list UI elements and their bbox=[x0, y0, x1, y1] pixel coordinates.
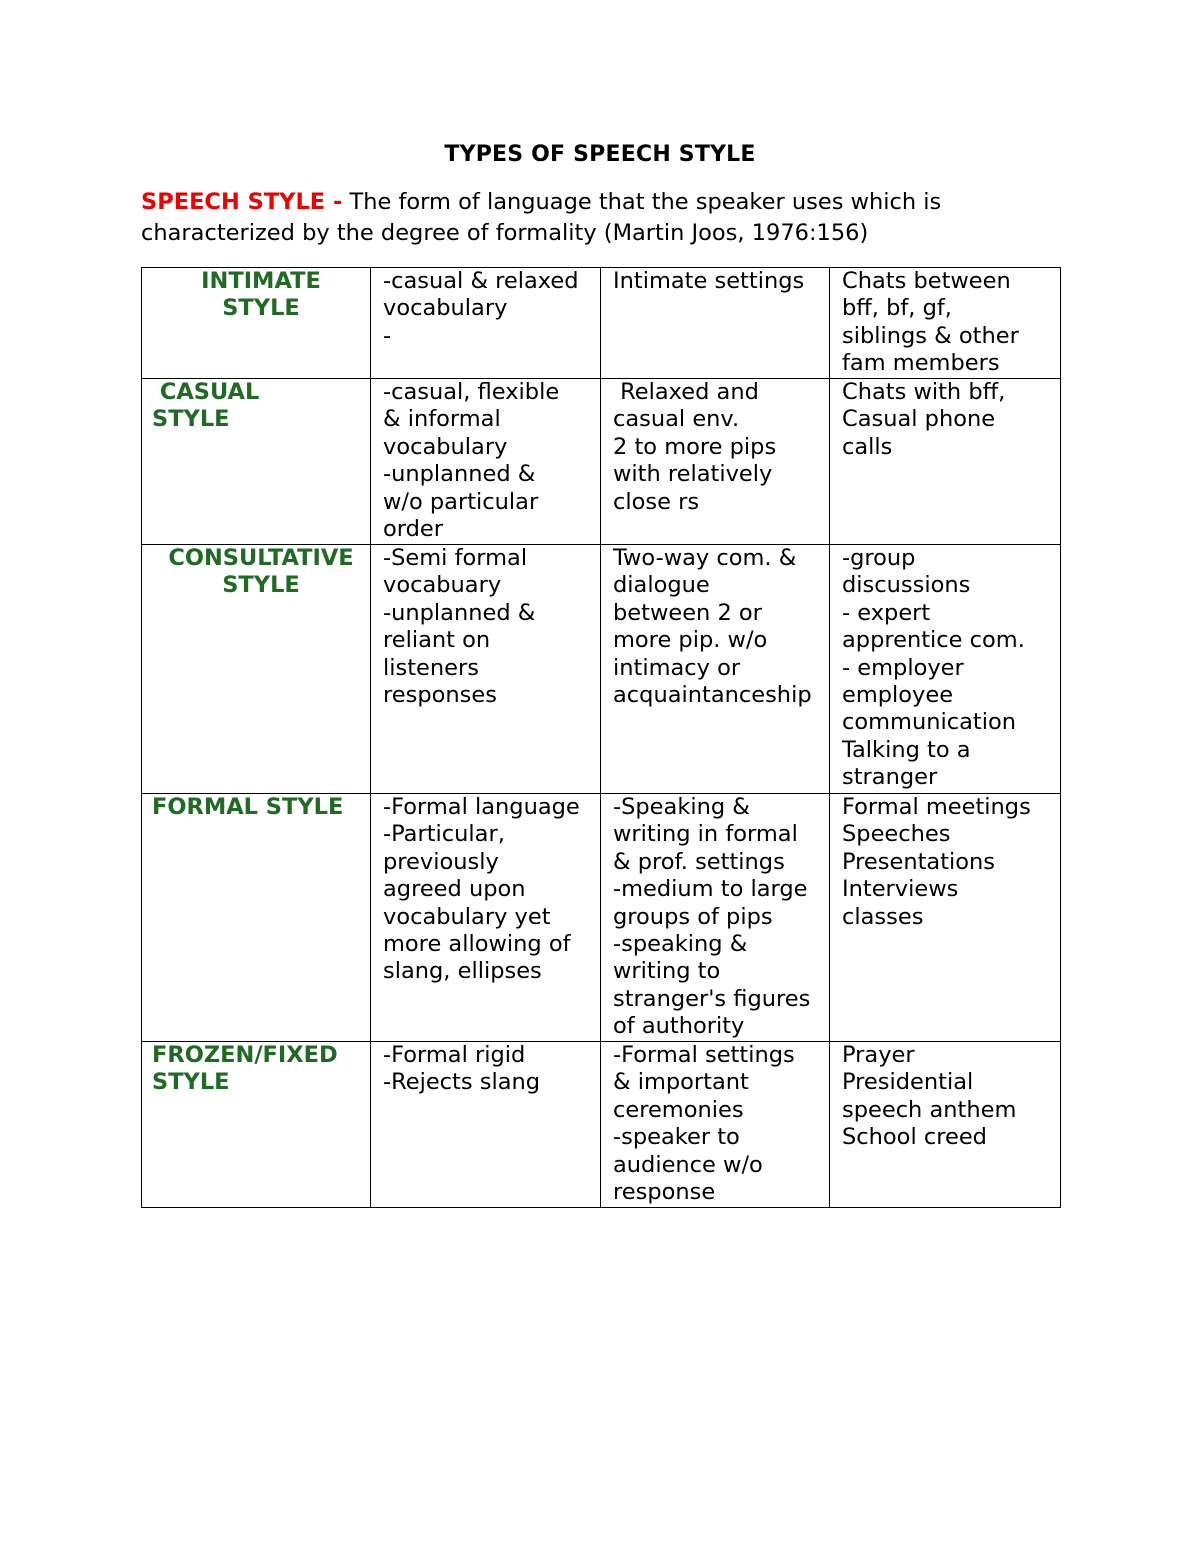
cell-line: -unplanned & bbox=[383, 599, 536, 626]
cell-line: -Formal rigid bbox=[383, 1042, 526, 1068]
cell-line: acquaintanceship bbox=[613, 682, 812, 709]
cell-line: -casual & relaxed bbox=[383, 268, 579, 294]
cell-line: -group bbox=[842, 545, 916, 571]
style-name-line: STYLE bbox=[152, 1069, 230, 1096]
speech-style-table bbox=[141, 267, 1061, 1208]
cell-line: writing to bbox=[613, 958, 721, 985]
examples-cell bbox=[830, 268, 1061, 379]
cell-line: more pip. w/o bbox=[613, 627, 768, 654]
cell-line: groups of pips bbox=[613, 903, 773, 930]
cell-line: responses bbox=[383, 682, 497, 709]
table-row-intimate bbox=[142, 268, 1061, 379]
cell-line: - expert bbox=[842, 599, 931, 626]
style-name-cell bbox=[142, 794, 371, 1042]
cell-line: - bbox=[383, 322, 392, 349]
cell-line: Casual phone bbox=[842, 406, 996, 433]
table-row-consultative bbox=[142, 545, 1061, 794]
cell-line: vocabuary bbox=[383, 572, 502, 599]
cell-line: listeners bbox=[383, 654, 479, 681]
style-name-line: CONSULTATIVE bbox=[168, 545, 354, 571]
cell-line: -speaker to bbox=[613, 1124, 740, 1151]
cell-line: w/o particular bbox=[383, 488, 539, 515]
cell-line: Intimate settings bbox=[613, 268, 805, 294]
style-name-cell bbox=[142, 379, 371, 545]
cell-line: Talking to a bbox=[842, 736, 971, 763]
cell-line: -Speaking & bbox=[613, 794, 750, 820]
cell-line: casual env. bbox=[613, 406, 740, 433]
cell-line: reliant on bbox=[383, 627, 491, 654]
style-name-line: STYLE bbox=[152, 406, 230, 433]
cell-line: Two-way com. & bbox=[613, 545, 797, 571]
cell-line: calls bbox=[842, 433, 893, 460]
setting-cell bbox=[601, 545, 830, 794]
cell-line: bff, bf, gf, bbox=[842, 295, 952, 322]
vocabulary-cell bbox=[371, 379, 601, 545]
cell-line: Chats with bff, bbox=[842, 379, 1006, 405]
examples-cell bbox=[830, 379, 1061, 545]
cell-line: -unplanned & bbox=[383, 461, 536, 488]
cell-line: writing in formal bbox=[613, 821, 798, 848]
cell-line: & prof. settings bbox=[613, 848, 785, 875]
cell-line: -casual, flexible bbox=[383, 379, 560, 405]
cell-line: vocabulary yet bbox=[383, 903, 551, 930]
definition-term: SPEECH STYLE - bbox=[141, 189, 343, 215]
cell-line: Relaxed and bbox=[613, 379, 759, 405]
cell-line: employee bbox=[842, 682, 954, 709]
cell-line: speech anthem bbox=[842, 1096, 1017, 1123]
style-name-line: INTIMATE bbox=[201, 268, 321, 294]
cell-line: 2 to more pips bbox=[613, 433, 777, 460]
cell-line: stranger bbox=[842, 764, 938, 791]
cell-line: apprentice com. bbox=[842, 627, 1025, 654]
cell-line: fam members bbox=[842, 350, 1000, 377]
cell-line: with relatively bbox=[613, 461, 773, 488]
style-name-line: FORMAL STYLE bbox=[152, 794, 344, 820]
cell-line: & informal bbox=[383, 406, 501, 433]
cell-line: -medium to large bbox=[613, 876, 808, 903]
cell-line: Speeches bbox=[842, 821, 951, 848]
style-name-cell bbox=[142, 268, 371, 379]
cell-line: communication bbox=[842, 709, 1017, 736]
cell-line: Chats between bbox=[842, 268, 1011, 294]
cell-line: dialogue bbox=[613, 572, 710, 599]
cell-line: -Formal language bbox=[383, 794, 580, 820]
cell-line: of authority bbox=[613, 1013, 745, 1040]
cell-line: -Particular, bbox=[383, 821, 505, 848]
vocabulary-cell bbox=[371, 545, 601, 794]
definition-paragraph bbox=[141, 187, 1061, 249]
definition-text-line1: The form of language that the speaker uses which is bbox=[342, 189, 942, 215]
setting-cell bbox=[601, 379, 830, 545]
examples-cell bbox=[830, 794, 1061, 1042]
vocabulary-cell bbox=[371, 268, 601, 379]
setting-cell bbox=[601, 1042, 830, 1208]
style-name-line: FROZEN/FIXED bbox=[152, 1042, 338, 1068]
cell-line: Presentations bbox=[842, 848, 996, 875]
cell-line: Prayer bbox=[842, 1042, 915, 1068]
cell-line: - employer bbox=[842, 654, 964, 681]
cell-line: -Formal settings bbox=[613, 1042, 795, 1068]
table-row-casual bbox=[142, 379, 1061, 545]
page-title: TYPES OF SPEECH STYLE bbox=[444, 142, 756, 167]
cell-line: close rs bbox=[613, 488, 700, 515]
cell-line: between 2 or bbox=[613, 599, 762, 626]
style-name-line: CASUAL bbox=[152, 379, 260, 405]
style-name-cell bbox=[142, 545, 371, 794]
cell-line: classes bbox=[842, 903, 924, 930]
cell-line: response bbox=[613, 1179, 716, 1206]
vocabulary-cell bbox=[371, 794, 601, 1042]
cell-line: -Semi formal bbox=[383, 545, 528, 571]
cell-line: Interviews bbox=[842, 876, 959, 903]
examples-cell bbox=[830, 545, 1061, 794]
setting-cell bbox=[601, 268, 830, 379]
cell-line: siblings & other bbox=[842, 322, 1019, 349]
cell-line: previously bbox=[383, 848, 499, 875]
cell-line: -Rejects slang bbox=[383, 1069, 541, 1096]
cell-line: slang, ellipses bbox=[383, 958, 542, 985]
table-row-frozen-fixed bbox=[142, 1042, 1061, 1208]
style-name-line: STYLE bbox=[222, 295, 300, 322]
cell-line: agreed upon bbox=[383, 876, 526, 903]
cell-line: & important bbox=[613, 1069, 749, 1096]
cell-line: ceremonies bbox=[613, 1096, 744, 1123]
cell-line: order bbox=[383, 516, 443, 543]
cell-line: stranger's figures bbox=[613, 985, 811, 1012]
setting-cell bbox=[601, 794, 830, 1042]
examples-cell bbox=[830, 1042, 1061, 1208]
style-name-line: STYLE bbox=[222, 572, 300, 599]
cell-line: discussions bbox=[842, 572, 971, 599]
cell-line: intimacy or bbox=[613, 654, 741, 681]
cell-line: Presidential bbox=[842, 1069, 974, 1096]
cell-line: audience w/o bbox=[613, 1151, 763, 1178]
cell-line: -speaking & bbox=[613, 931, 748, 958]
cell-line: more allowing of bbox=[383, 931, 571, 958]
cell-line: School creed bbox=[842, 1124, 987, 1151]
cell-line: Formal meetings bbox=[842, 794, 1031, 820]
table-row-formal bbox=[142, 794, 1061, 1042]
cell-line: vocabulary bbox=[383, 433, 508, 460]
style-name-cell bbox=[142, 1042, 371, 1208]
definition-text-line2: characterized by the degree of formality (Martin Joos, 1976:156) bbox=[141, 220, 869, 246]
cell-line: vocabulary bbox=[383, 295, 508, 322]
vocabulary-cell bbox=[371, 1042, 601, 1208]
